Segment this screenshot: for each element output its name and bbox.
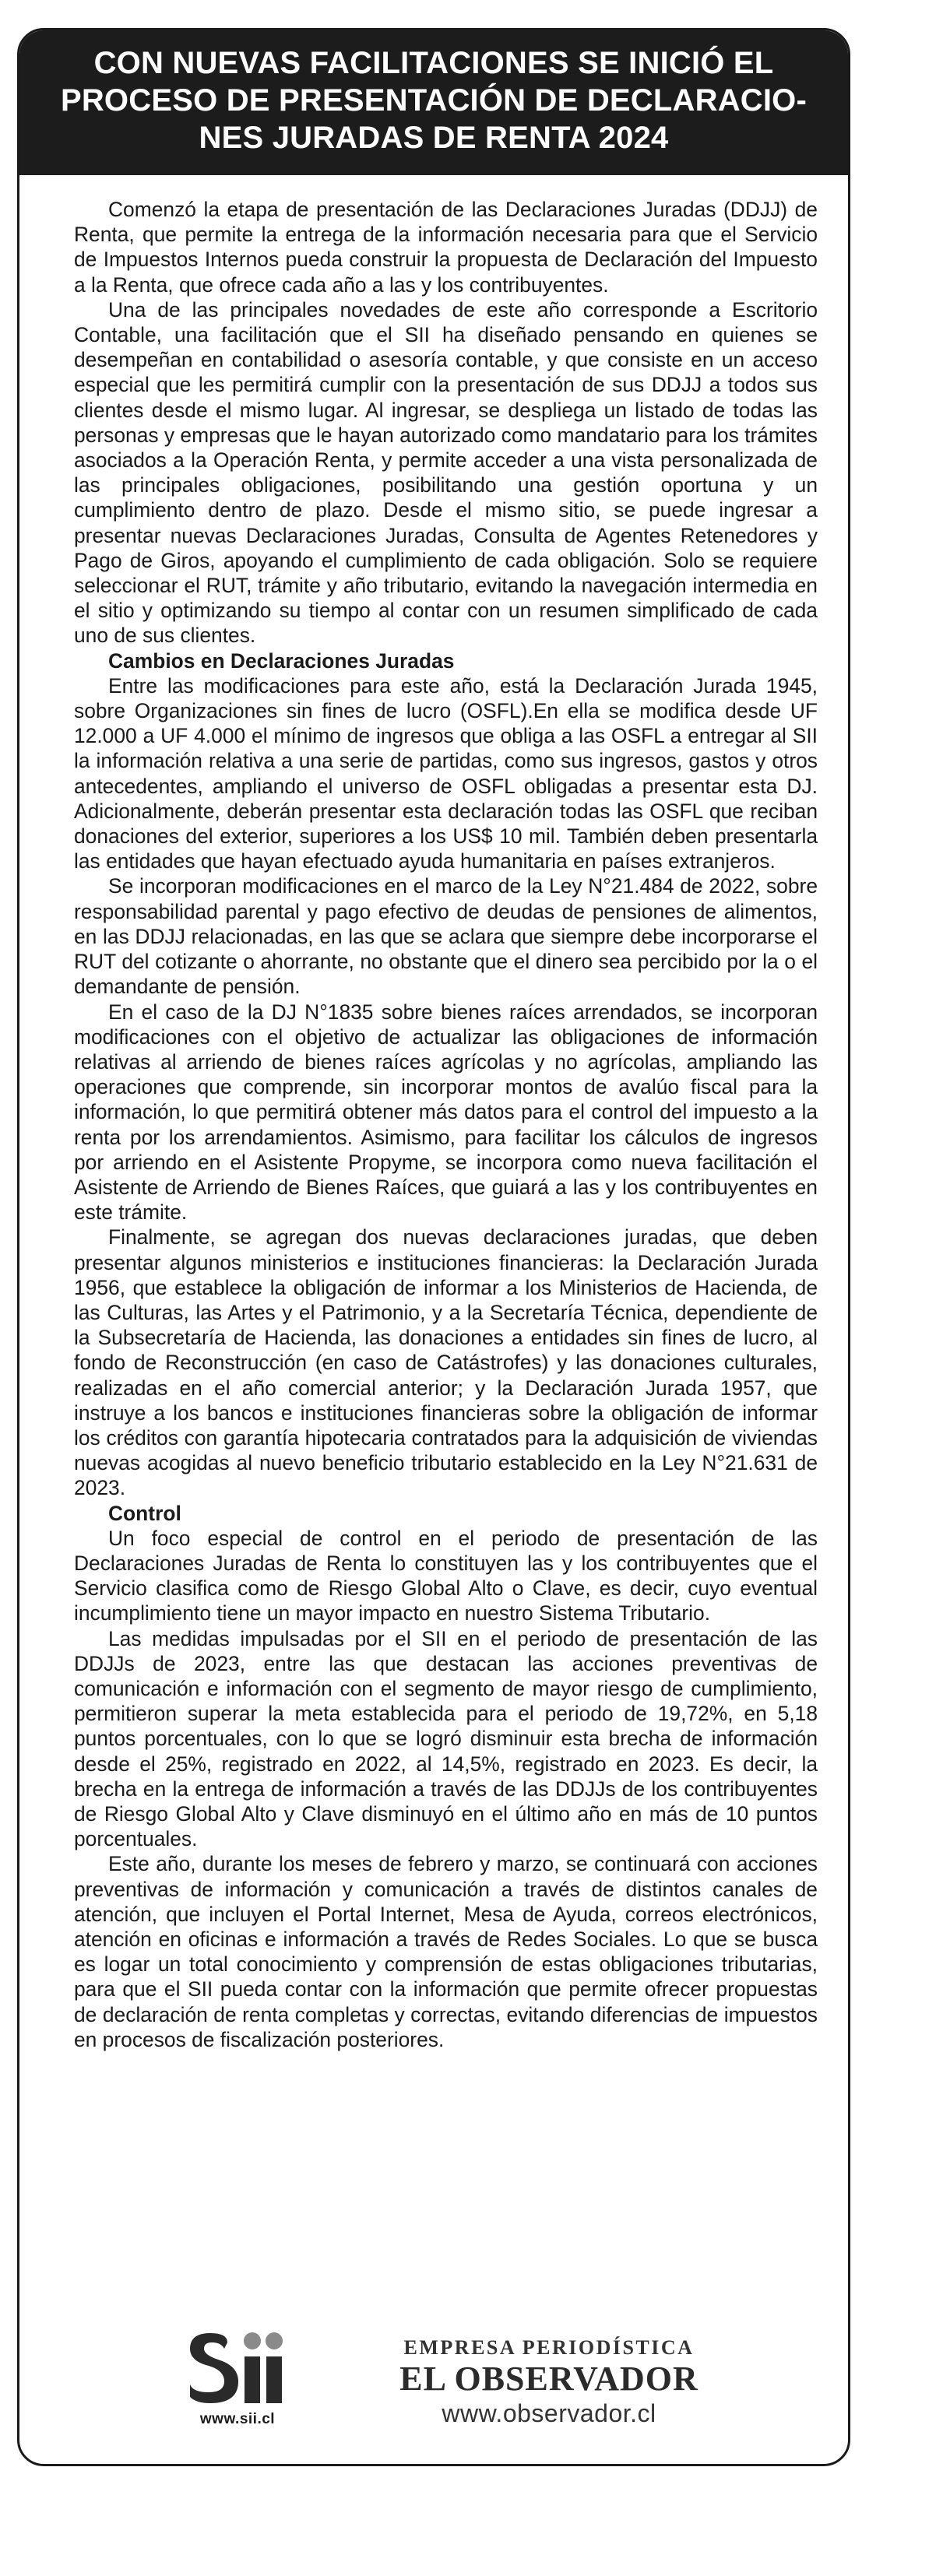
paragraph-control-2: Las medidas impulsadas por el SII en el periodo de presentación de las DDJJs de 2023, entre las que destacan las acciones preventivas de comunicación e información con el segmento de mayor riesgo de cumplimiento, permitieron superar la meta establecida para el periodo de 19,72%, en 5,18 puntos porcentuales, con lo que se logró disminuir esta brecha de información desde el 25%, registrado en 2022, al 14,5%, registrado en 2023. Es decir, la brecha en la entrega de información a través de las DDJJs de los contribuyentes de Riesgo Global Alto y Clave disminuyó en el último año en más de 10 puntos porcentuales. — [74, 1626, 818, 1851]
paragraph-control-1: Un foco especial de control en el periodo de presentación de las Declaraciones Juradas de Renta lo constituyen las y los contribuyentes que el Servicio clasifica como de Riesgo Global Alto o Clave, es decir, cuyo eventual incumplimiento tiene un mayor impacto en nuestro Sistema Tributario. — [74, 1526, 818, 1625]
paragraph-cambios-1: Entre las modificaciones para este año, está la Declaración Jurada 1945, sobre Organizaciones sin fines de lucro (OSFL).En ella se modifica desde UF 12.000 a UF 4.000 el mínimo de ingresos que obliga a las OSFL a entregar al SII la información relativa a una serie de partidas, como sus ingresos, gastos y otros antecedentes, ampliando el universo de OSFL obligadas a presentar esta DJ. Adicionalmente, deberán presentar esta declaración todas las OSFL que reciban donaciones del exterior, superiores a los US$ 10 mil. También deben presentarla las entidades que hayan efectuado ayuda humanitaria en países extranjeros. — [74, 673, 818, 873]
paragraph-intro-2: Una de las principales novedades de este año corresponde a Escritorio Contable, una facilitación que el SII ha diseñado pensando en quienes se desempeñan en contabilidad o asesoría contable, y que consiste en un acceso especial que les permitirá cumplir con la presentación de sus DDJJ a todos sus clientes desde el mismo lugar. Al ingresar, se despliega un listado de todas las personas y empresas que le hayan autorizado como mandatario para los trámites asociados a la Operación Renta, y permite acceder a una vista personalizada de las principales obligaciones, posibilitando una gestión oportuna y un cumplimiento dentro de plazo. Desde el mismo sitio, se puede ingresar a presentar nuevas Declaraciones Juradas, Consulta de Agentes Retenedores y Pago de Giros, apoyando el cumplimiento de cada obligación. Solo se requiere seleccionar el RUT, trámite y año tributario, evitando la navegación intermedia en el sitio y optimizando su tiempo al contar con un resumen simplificado de cada uno de sus clientes. — [74, 297, 818, 648]
headline-line-2: PROCESO DE PRESENTACIÓN DE DECLARACIO- — [60, 83, 808, 118]
footer-logos — [19, 2319, 848, 2436]
headline-line-1: CON NUEVAS FACILITACIONES SE INICIÓ EL — [93, 46, 774, 80]
headline-line-3: NES JURADAS DE RENTA 2024 — [199, 121, 669, 155]
publisher-name: EL OBSERVADOR — [399, 2360, 698, 2398]
publisher-kicker: EMPRESA PERIODÍSTICA — [403, 2336, 695, 2359]
paragraph-cambios-3: En el caso de la DJ N°1835 sobre bienes raíces arrendados, se incorporan modificaciones con el objetivo de actualizar las obligaciones de información relativas al arriendo de bienes raíces agrícolas y no agrícolas, ampliando las operaciones que comprende, sin incorporar montos de avalúo fiscal para la información, lo que permitirá obtener más datos para el control del impuesto a la renta por los arrendamientos. Asimismo, para facilitar los cálculos de ingresos por arriendo en el Asistente Propyme, se incorpora como nueva facilitación el Asistente de Arriendo de Bienes Raíces, que guiará a las y los contribuyentes en este trámite. — [74, 1000, 818, 1225]
headline-banner — [19, 30, 848, 175]
section-title-cambios: Cambios en Declaraciones Juradas — [108, 648, 455, 673]
article-body — [74, 197, 818, 2052]
publisher-url: www.observador.cl — [442, 2399, 656, 2427]
paragraph-control-3: Este año, durante los meses de febrero y marzo, se continuará con acciones preventivas de información y comunicación a través de distintos canales de atención, que incluyen el Portal Internet, Mesa de Ayuda, correos electrónicos, atención en oficinas e información a través de Redes Sociales. Lo que se busca es logar un total conocimiento y comprensión de estas obligaciones tributarias, para que el SII pueda contar con la información que permite ofrecer propuestas de declaración de renta completas y correctas, evitando diferencias de impuestos en procesos de fiscalización posteriores. — [74, 1852, 818, 2051]
paragraph-cambios-4: Finalmente, se agregan dos nuevas declaraciones juradas, que deben presentar algunos ministerios e instituciones financieras: la Declaración Jurada 1956, que establece la obligación de informar a los Ministerios de Hacienda, de las Culturas, las Artes y el Patrimonio, y a la Secretaría Técnica, dependiente de la Subsecretaría de Hacienda, las donaciones a entidades sin fines de lucro, al fondo de Reconstrucción (en caso de Catástrofes) y las donaciones culturales, realizadas en el año comercial anterior; y la Declaración Jurada 1957, que instruye a los bancos e instituciones financieras sobre la obligación de informar los créditos con garantía hipotecaria contratados para la adquisición de viviendas nuevas acogidas al nuevo beneficio tributario establecido en la Ley N°21.631 de 2023. — [74, 1225, 818, 1500]
article-card — [17, 28, 850, 2466]
section-title-control: Control — [108, 1501, 181, 1525]
paragraph-intro-1: Comenzó la etapa de presentación de las Declaraciones Juradas (DDJJ) de Renta, que permite la entrega de la información necesaria para que el Servicio de Impuestos Internos pueda construir la propuesta de Declaración del Impuesto a la Renta, que ofrece cada año a las y los contribuyentes. — [74, 198, 818, 297]
sii-url: www.sii.cl — [199, 2411, 276, 2427]
paragraph-cambios-2: Se incorporan modificaciones en el marco de la Ley N°21.484 de 2022, sobre responsabilidad parental y pago efectivo de deudas de pensiones de alimentos, en las DDJJ relacionadas, en las que se aclara que siempre debe incorporarse el RUT del cotizante o ahorrante, no obstante que el dinero sea percibido por la o el demandante de pensión. — [74, 874, 818, 999]
publisher-logo — [347, 2336, 751, 2428]
